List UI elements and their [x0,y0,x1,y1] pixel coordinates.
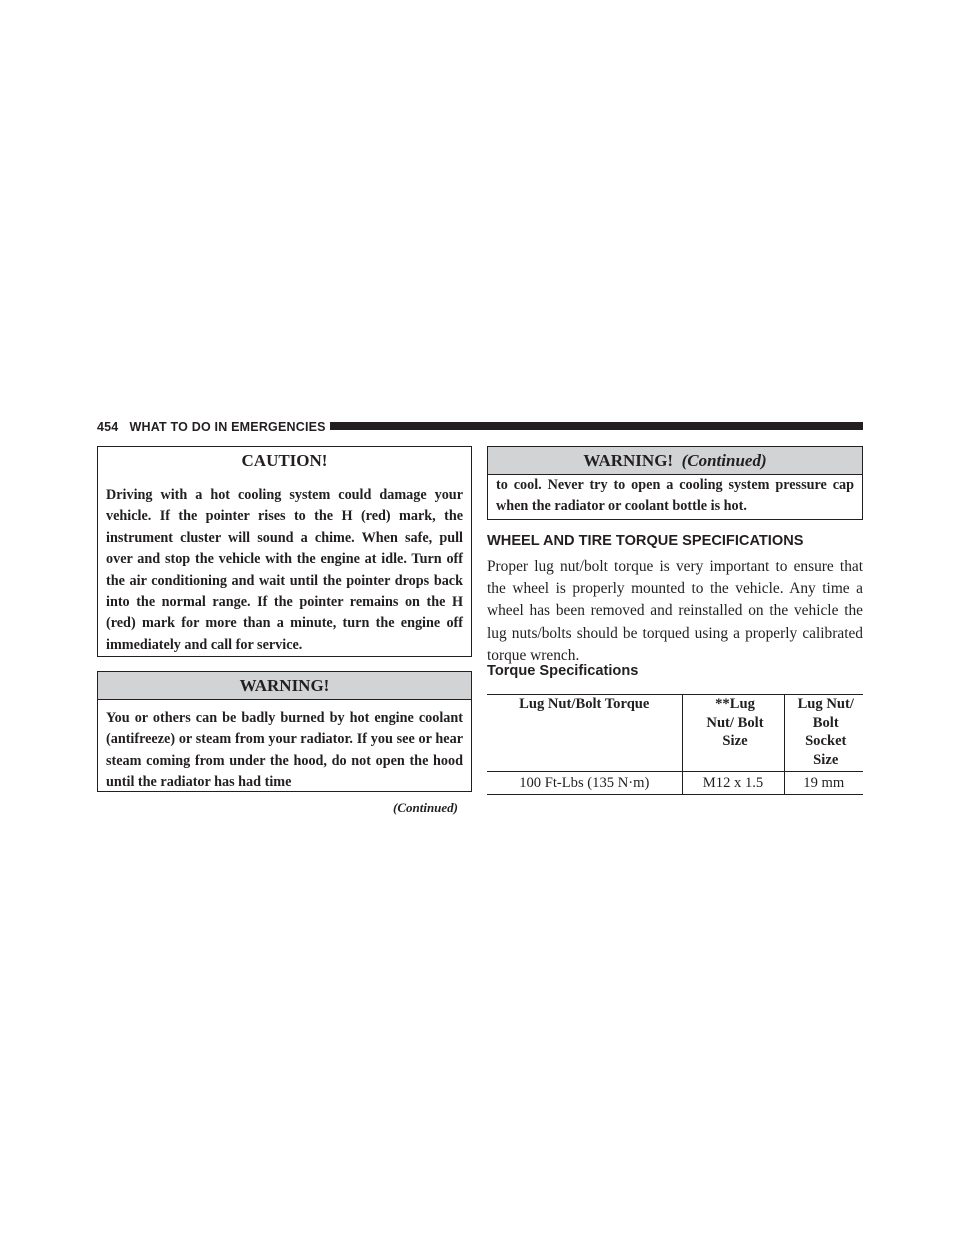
table-cell: 100 Ft-Lbs (135 N·m) [487,772,682,795]
warning-title: WARNING! [98,672,471,700]
caution-title: CAUTION! [98,447,471,477]
table-row [487,772,863,795]
warning-box [97,671,472,792]
section-heading: WHEEL AND TIRE TORQUE SPECIFICATIONS [487,533,804,549]
running-header [97,419,326,435]
subsection-heading: Torque Specifications [487,663,639,679]
table-cell: M12 x 1.5 [682,772,784,795]
header-rule [330,422,863,430]
warning-continued-title [488,447,862,475]
warning-continued-label: WARNING! [583,451,674,470]
section-title: WHAT TO DO IN EMERGENCIES [129,420,326,434]
table-header-cell: Lug Nut/Bolt Torque [487,695,682,772]
section-paragraph: Proper lug nut/bolt torque is very important to ensure that the wheel is properly mounted to the vehicle. Any time a wheel has been removed and reinstalled on the vehicle the lug nuts/bolts should be torqued using a properly calibrated torque wrench. [487,558,863,664]
page-number: 454 [97,420,119,434]
caution-body: Driving with a hot cooling system could damage your vehicle. If the pointer rises to the H (red) mark, the instrument cluster will sound a chime. When safe, pull over and stop the vehicle with the engine at idle. Turn off the air conditioning and wait until the pointer drops back into the normal range. If the pointer remains on the H (red) mark for more than a minute, turn the engine off immediately and call for service. [106,487,463,653]
continued-note: (Continued) [393,800,459,815]
table-header-cell: **Lug Nut/ Bolt Size [682,695,784,772]
warning-continued-body: to cool. Never try to open a cooling system pressure cap when the radiator or coolant bottle is hot. [496,477,854,515]
warning-continued-box [487,446,863,520]
table-cell: 19 mm [784,772,863,795]
caution-box [97,446,472,657]
warning-body: You or others can be badly burned by hot engine coolant (antifreeze) or steam from your radiator. If you see or hear steam coming from under the hood, do not open the hood until the radiator has had time [106,710,463,791]
page-header [97,419,863,435]
table-header-row [487,695,863,772]
torque-table [487,694,863,795]
table-header-cell: Lug Nut/ Bolt Socket Size [784,695,863,772]
warning-continued-suffix: (Continued) [681,451,767,470]
